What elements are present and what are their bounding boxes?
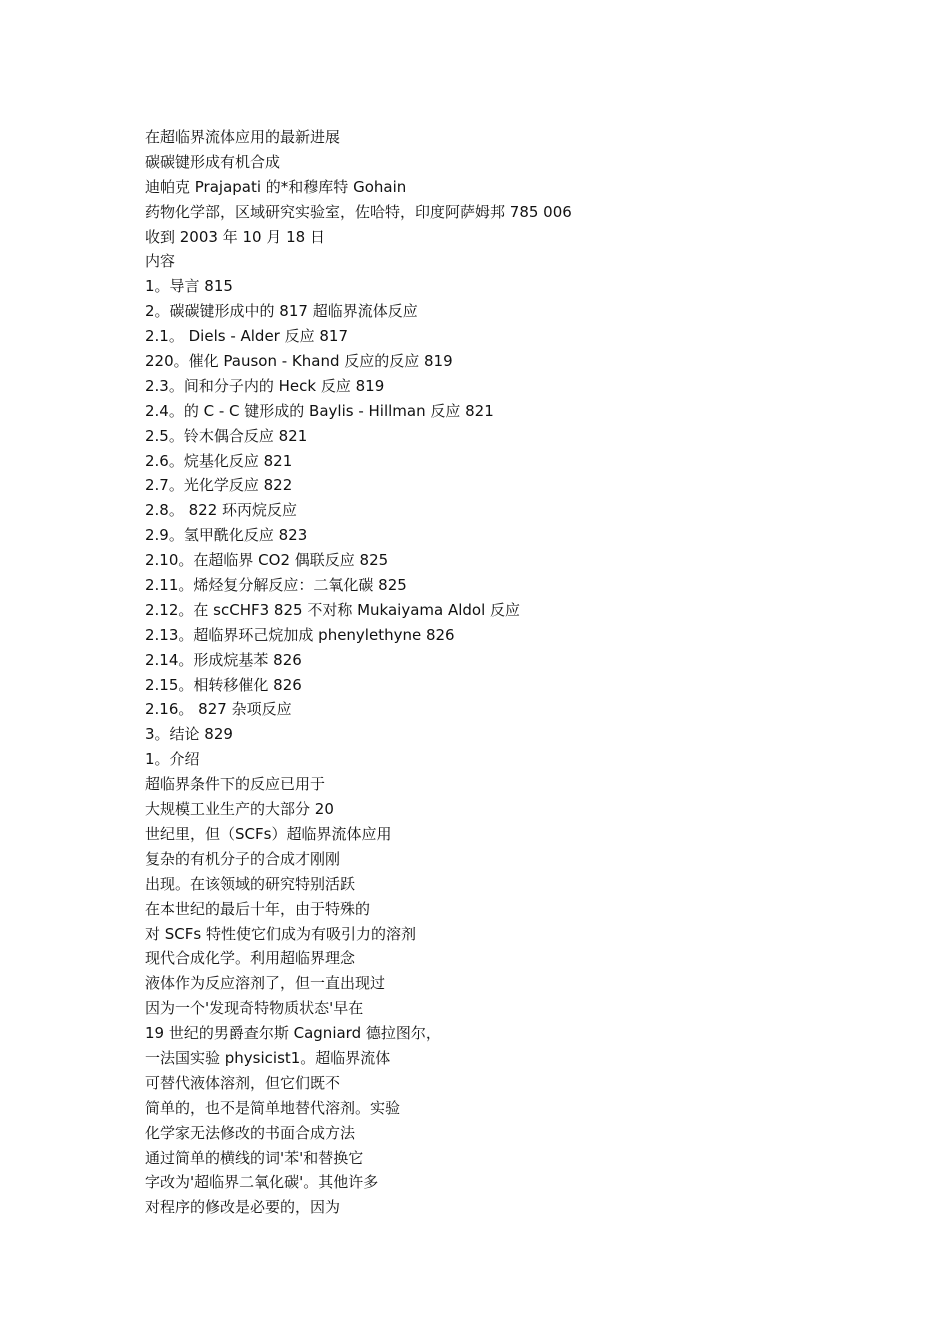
text-line: 2.5。铃木偶合反应 821: [145, 426, 308, 445]
text-line: 2.6。烷基化反应 821: [145, 451, 293, 470]
text-line: 通过简单的横线的词'苯'和替换它: [145, 1148, 364, 1167]
text-line: 现代合成化学。利用超临界理念: [145, 949, 356, 968]
text-line: 化学家无法修改的书面合成方法: [145, 1123, 356, 1142]
text-line: 2.9。氢甲酰化反应 823: [145, 526, 308, 545]
text-line: 超临界条件下的反应已用于: [145, 775, 326, 794]
text-line: 2.7。光化学反应 822: [145, 476, 293, 495]
text-line: 19 世纪的男爵查尔斯 Cagniard 德拉图尔，: [145, 1024, 441, 1043]
text-line: 一法国实验 physicist1。超临界流体: [145, 1048, 391, 1067]
text-line: 对 SCFs 特性使它们成为有吸引力的溶剂: [145, 924, 416, 943]
text-line: 在本世纪的最后十年，由于特殊的: [145, 899, 371, 918]
text-line: 收到 2003 年 10 月 18 日: [145, 227, 325, 246]
text-line: 出现。在该领域的研究特别活跃: [145, 874, 356, 893]
text-line: 2.8。 822 环丙烷反应: [145, 501, 298, 520]
text-line: 2.3。间和分子内的 Heck 反应 819: [145, 376, 385, 395]
text-line: 世纪里，但（SCFs）超临界流体应用: [145, 824, 392, 843]
text-line: 220。催化 Pauson - Khand 反应的反应 819: [145, 352, 453, 371]
text-line: 1。介绍: [145, 750, 200, 769]
text-line: 字改为'超临界二氧化碳'。其他许多: [145, 1173, 379, 1192]
text-line: 2.11。烯烃复分解反应：二氧化碳 825: [145, 576, 407, 595]
text-line: 2.4。的 C - C 键形成的 Baylis - Hillman 反应 821: [145, 401, 494, 420]
text-line: 2.10。在超临界 CO2 偶联反应 825: [145, 551, 389, 570]
text-line: 碳碳键形成有机合成: [145, 152, 281, 171]
text-line: 药物化学部，区域研究实验室，佐哈特，印度阿萨姆邦 785 006: [145, 202, 572, 221]
text-line: 1。导言 815: [145, 277, 233, 296]
text-line: 因为一个'发现奇特物质状态'早在: [145, 999, 364, 1018]
text-line: 3。结论 829: [145, 725, 233, 744]
text-line: 可替代液体溶剂，但它们既不: [145, 1073, 341, 1092]
text-line: 2.15。相转移催化 826: [145, 675, 302, 694]
text-line: 内容: [145, 252, 176, 271]
text-line: 简单的，也不是简单地替代溶剂。实验: [145, 1098, 401, 1117]
text-line: 对程序的修改是必要的，因为: [145, 1198, 341, 1217]
text-line: 液体作为反应溶剂了，但一直出现过: [145, 974, 386, 993]
text-line: 复杂的有机分子的合成才刚刚: [145, 849, 341, 868]
text-line: 2。碳碳键形成中的 817 超临界流体反应: [145, 302, 418, 321]
text-line: 2.14。形成烷基苯 826: [145, 650, 302, 669]
text-line: 2.12。在 scCHF3 825 不对称 Mukaiyama Aldol 反应: [145, 600, 521, 619]
text-line: 2.1。 Diels - Alder 反应 817: [145, 327, 349, 346]
text-line: 在超临界流体应用的最新进展: [145, 128, 341, 146]
text-line: 迪帕克 Prajapati 的*和穆库特 Gohain: [145, 177, 407, 196]
text-line: 2.16。 827 杂项反应: [145, 700, 292, 719]
text-line: 大规模工业生产的大部分 20: [145, 800, 334, 819]
text-line: 2.13。超临界环己烷加成 phenylethyne 826: [145, 625, 455, 644]
document-body: [145, 125, 905, 1220]
